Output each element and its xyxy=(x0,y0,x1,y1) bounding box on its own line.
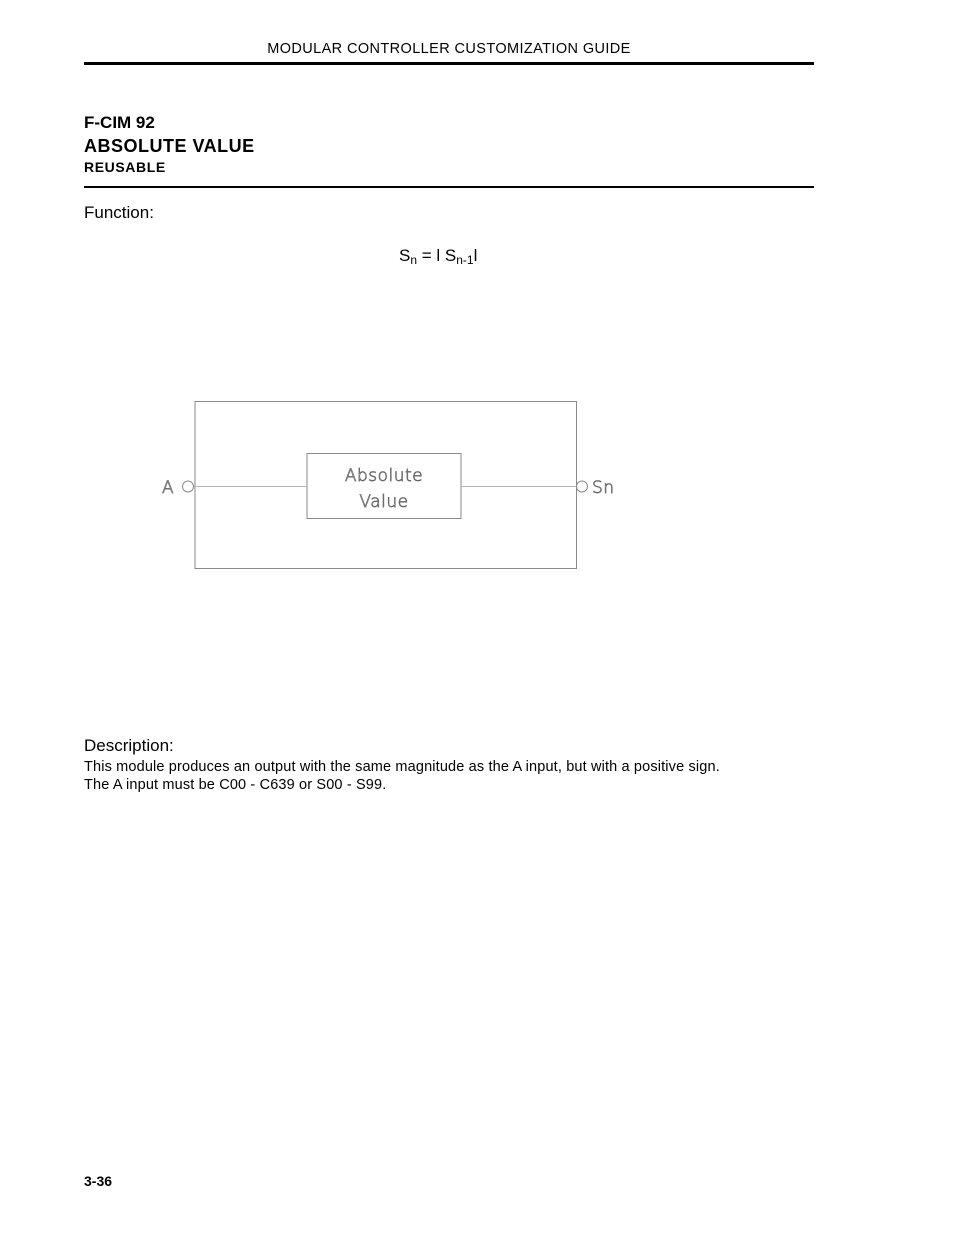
equation-rhs-subscript: n-1 xyxy=(456,253,474,267)
input-label: A xyxy=(162,478,175,498)
input-terminal-icon xyxy=(183,481,194,492)
running-header: MODULAR CONTROLLER CUSTOMIZATION GUIDE xyxy=(267,41,631,57)
equation-end: l xyxy=(473,246,478,265)
description-heading: Description: xyxy=(84,736,174,755)
equation-middle: = l S xyxy=(417,246,457,265)
page-number: 3-36 xyxy=(84,1173,113,1189)
output-label: Sn xyxy=(592,478,615,498)
equation-lhs-subscript: n xyxy=(410,253,418,267)
description-body xyxy=(84,758,824,794)
module-title: ABSOLUTE VALUE xyxy=(84,136,255,156)
output-terminal-icon xyxy=(577,481,588,492)
module-tag: REUSABLE xyxy=(84,159,166,175)
function-heading: Function: xyxy=(84,203,154,222)
equation-lhs: S xyxy=(399,246,411,265)
block-label-line1: Absolute xyxy=(344,466,424,486)
description-line: This module produces an output with the same magnitude as the A input, but with a positive sign. xyxy=(84,759,720,775)
description-line: The A input must be C00 - C639 or S00 - S99. xyxy=(84,777,387,793)
block-label-line2: Value xyxy=(359,492,409,512)
module-id: F-CIM 92 xyxy=(84,113,155,132)
